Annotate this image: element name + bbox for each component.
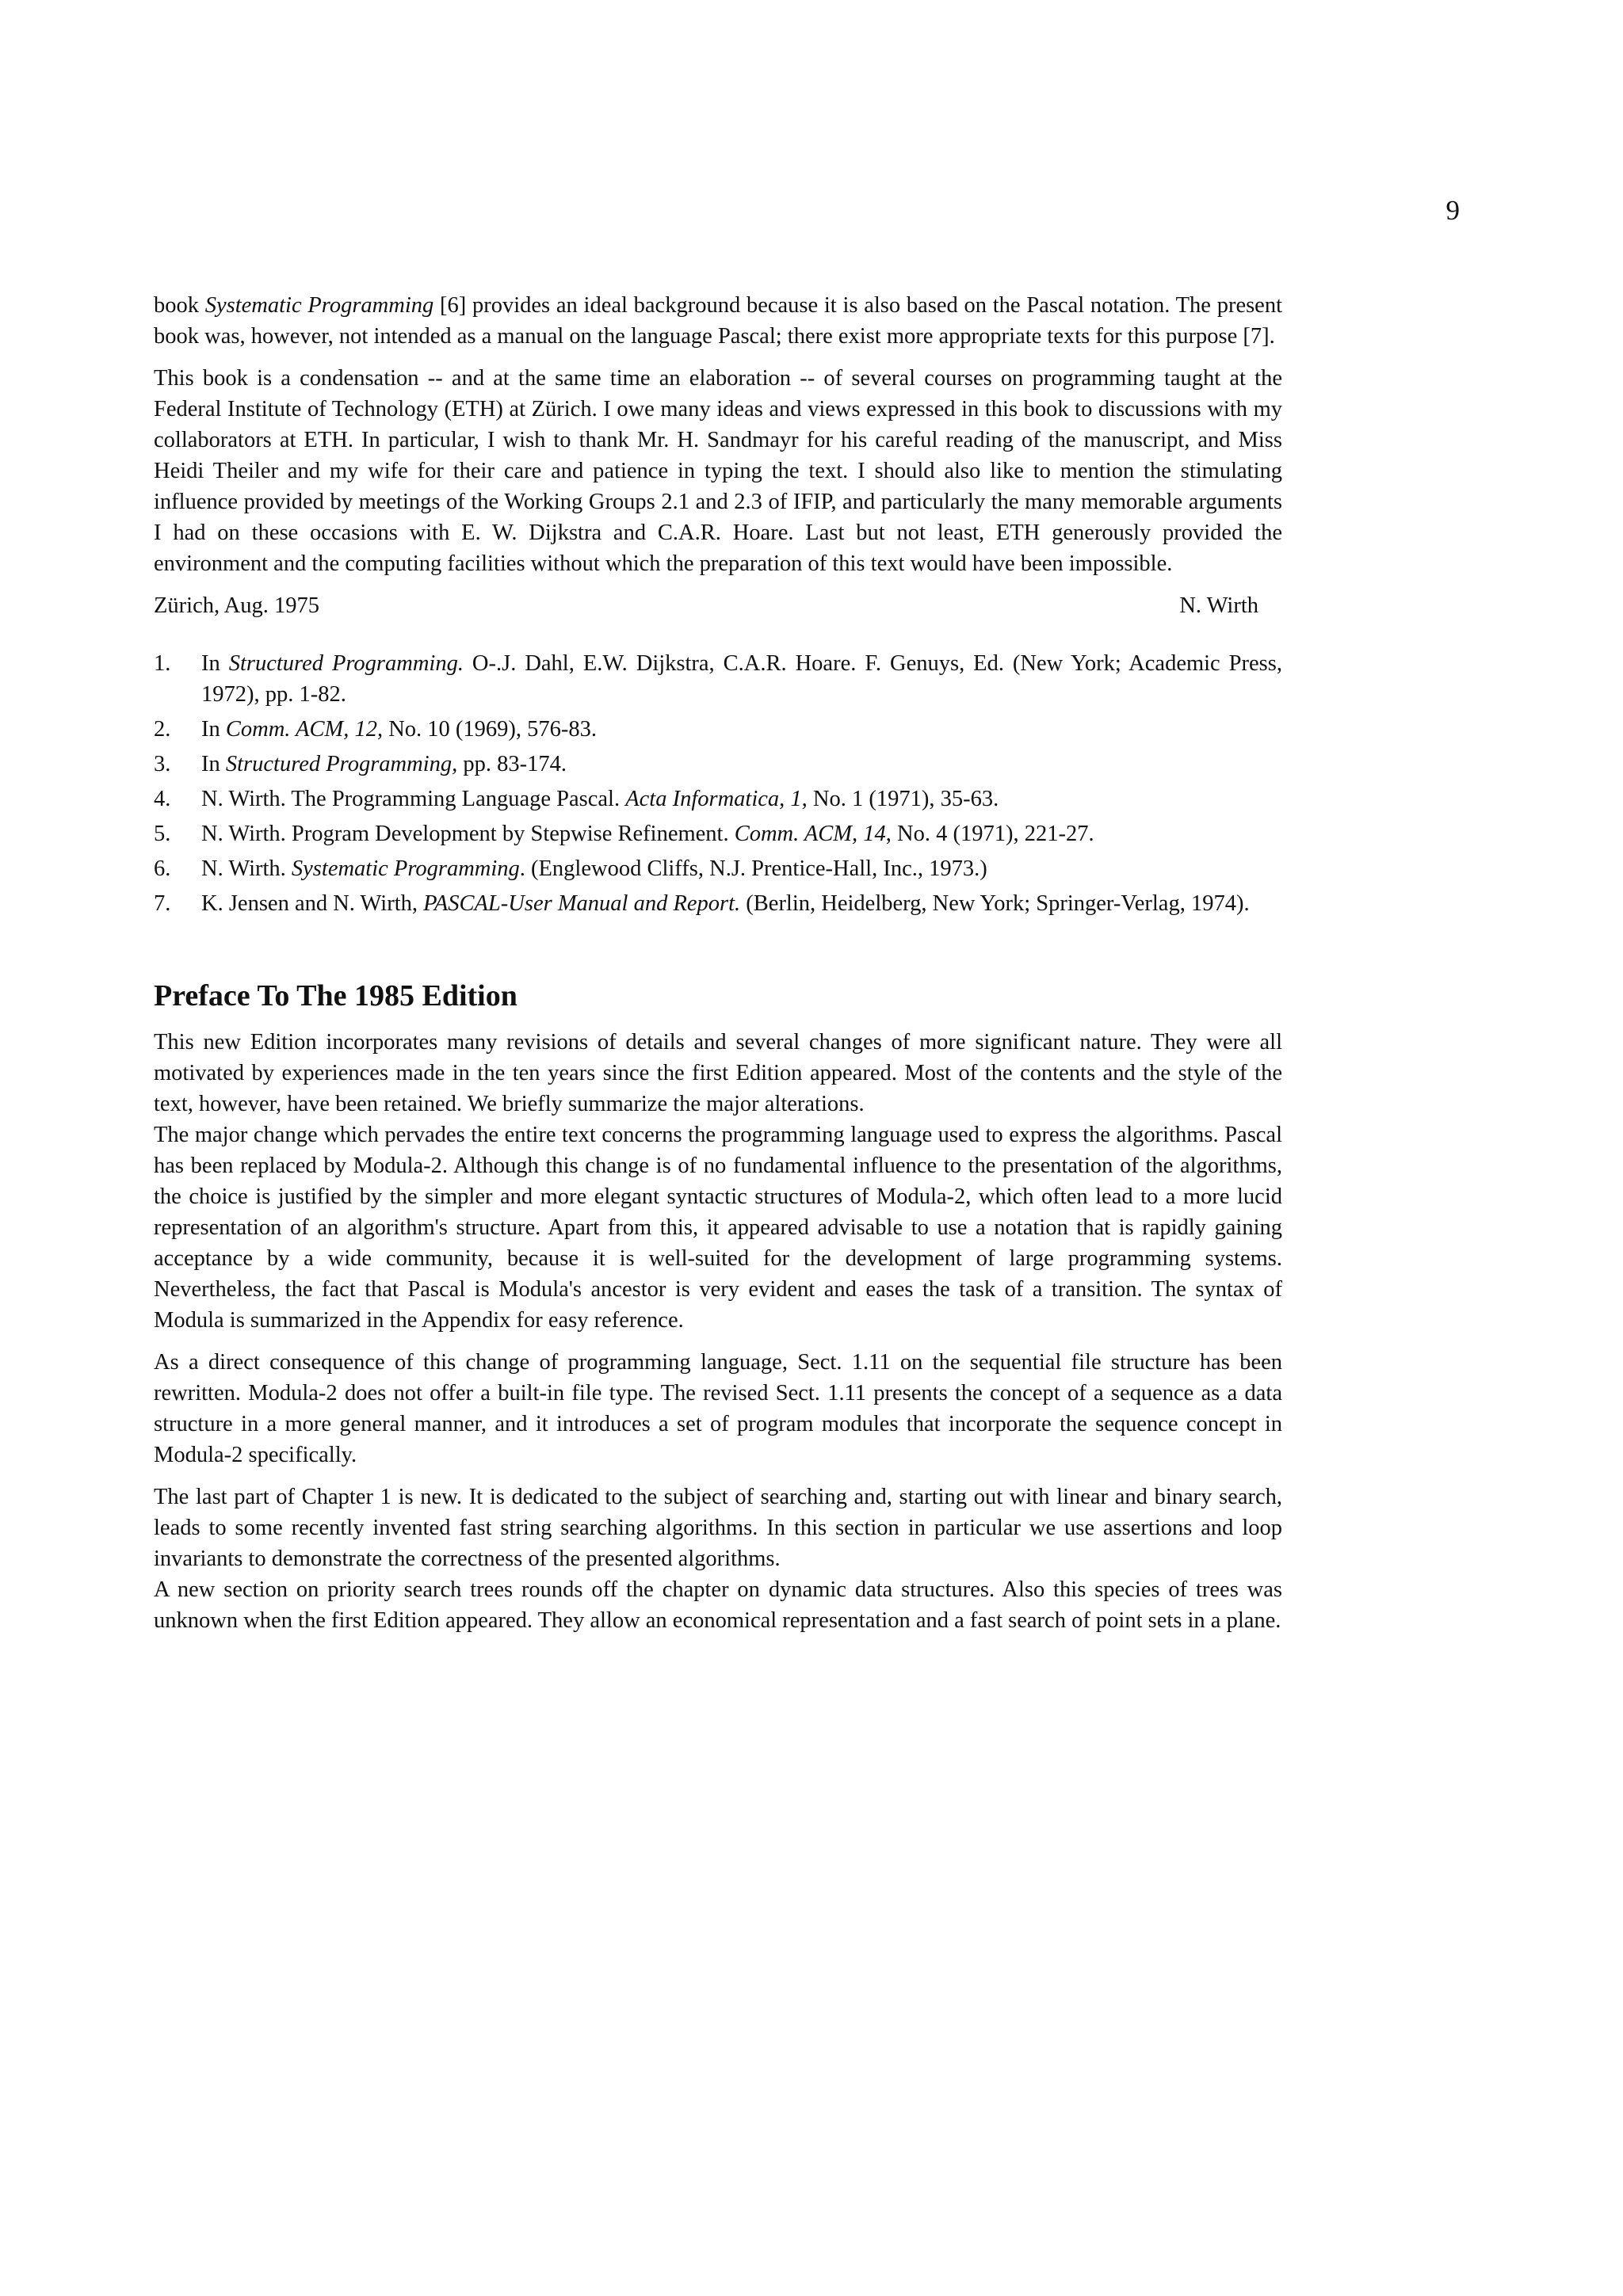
- preface-paragraph: This new Edition incorporates many revisions of details and several changes of more significant nature. They were all motivated by experiences made in the ten years since the first Edition appeared. Most of the contents and the style of the text, however, have been retained. We briefly summarize the major alterations.: [154, 1030, 1282, 1116]
- book-title-systematic-programming: Systematic Programming: [204, 293, 434, 318]
- preface-paragraph: As a direct consequence of this change of programming language, Sect. 1.11 on the sequential file structure has been rewritten. Modula-2 does not offer a built-in file type. The revised Sect. 1.11 presents the concept of a sequence as a data structure in a more general manner, and it introduces a set of program modules that incorporate the sequence concept in Modula-2 specifically.: [154, 1350, 1282, 1467]
- preface-paragraph: The last part of Chapter 1 is new. It is dedicated to the subject of searching and, starting out with linear and binary search, leads to some recently invented fast string searching algorithms. In this section in particular we use assertions and loop invariants to demonstrate the correctness of the presented algorithms.: [154, 1485, 1282, 1571]
- preface-paragraph: A new section on priority search trees rounds off the chapter on dynamic data structures. Also this species of trees was unknown when the first Edition appeared. They allow an economical representation and a fast search of point sets in a plane.: [154, 1577, 1282, 1633]
- reference-item: 1. In Structured Programming. O-.J. Dahl, E.W. Dijkstra, C.A.R. Hoare. F. Genuys, Ed. (New York; Academic Press, 1972), pp. 1-82.: [154, 648, 1282, 710]
- reference-item: 7. K. Jensen and N. Wirth, PASCAL-User Manual and Report. (Berlin, Heidelberg, New York; Springer-Verlag, 1974).: [154, 888, 1282, 919]
- reference-number: 1.: [154, 651, 171, 676]
- signature-place-date: Zürich, Aug. 1975: [154, 593, 319, 618]
- reference-number: 7.: [154, 891, 171, 916]
- reference-number: 4.: [154, 787, 171, 811]
- reference-number: 6.: [154, 856, 171, 881]
- reference-item: 3. In Structured Programming, pp. 83-174.: [154, 749, 1282, 780]
- reference-number: 2.: [154, 717, 171, 742]
- section-heading-preface-1985: Preface To The 1985 Edition: [154, 979, 517, 1013]
- reference-item: 2. In Comm. ACM, 12, No. 10 (1969), 576-83.: [154, 714, 1282, 745]
- signature-author: N. Wirth: [1179, 593, 1258, 618]
- reference-list: [154, 648, 1282, 919]
- page-number: 9: [1445, 195, 1460, 226]
- preface-paragraph: The major change which pervades the entire text concerns the programming language used to express the algorithms. Pascal has been replaced by Modula-2. Although this change is of no fundamental influence to the presentation of the algorithms, the choice is justified by the simpler and more elegant syntactic structures of Modula-2, which often lead to a more lucid representation of an algorithm's structure. Apart from this, it appeared advisable to use a notation that is rapidly gaining acceptance by a wide community, because it is well-suited for the development of large programming systems. Nevertheless, the fact that Pascal is Modula's ancestor is very evident and eases the task of a transition. The syntax of Modula is summarized in the Appendix for easy reference.: [154, 1123, 1282, 1333]
- reference-item: 4. N. Wirth. The Programming Language Pascal. Acta Informatica, 1, No. 1 (1971), 35-63.: [154, 784, 1282, 814]
- page-content: [154, 290, 1282, 1647]
- reference-number: 3.: [154, 752, 171, 776]
- condensation-paragraph: This book is a condensation -- and at the same time an elaboration -- of several courses on programming taught at the Federal Institute of Technology (ETH) at Zürich. I owe many ideas and views expressed in this book to discussions with my collaborators at ETH. In particular, I wish to thank Mr. H. Sandmayr for his careful reading of the manuscript, and Miss Heidi Theiler and my wife for their care and patience in typing the text. I should also like to mention the stimulating influence provided by meetings of the Working Groups 2.1 and 2.3 of IFIP, and particularly the many memorable arguments I had on these occasions with E. W. Dijkstra and C.A.R. Hoare. Last but not least, ETH generously provided the environment and the computing facilities without which the preparation of this text would have been impossible.: [154, 366, 1282, 576]
- reference-number: 5.: [154, 822, 171, 846]
- intro-paragraph: book Systematic Programming [6] provides an ideal background because it is also based on the Pascal notation. The present book was, however, not intended as a manual on the language Pascal; there exist more appropriate texts for this purpose [7].: [154, 293, 1282, 349]
- reference-item: 5. N. Wirth. Program Development by Stepwise Refinement. Comm. ACM, 14, No. 4 (1971), 221-27.: [154, 818, 1282, 849]
- reference-item: 6. N. Wirth. Systematic Programming. (Englewood Cliffs, N.J. Prentice-Hall, Inc., 1973.): [154, 853, 1282, 884]
- signature-line: [154, 590, 1282, 621]
